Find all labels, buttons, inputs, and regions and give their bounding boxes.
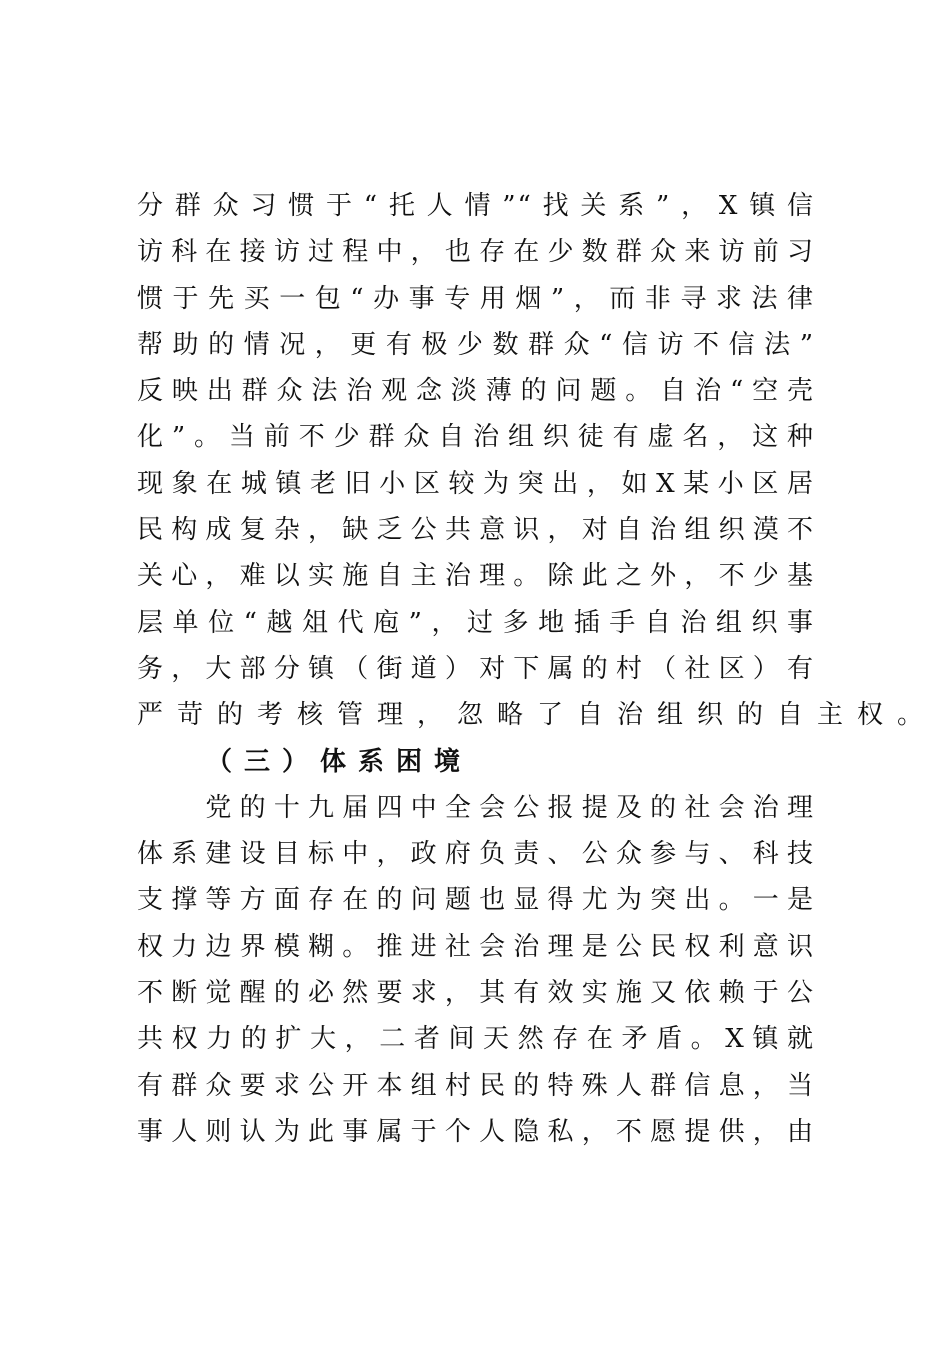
paragraph-line: 体系建设目标中，政府负责、公众参与、科技 (137, 839, 815, 870)
paragraph-line: 支撑等方面存在的问题也显得尤为突出。一是 (137, 885, 815, 916)
body-text (137, 183, 938, 1155)
paragraph-line: 现象在城镇老旧小区较为突出，如X某小区居 (137, 468, 815, 499)
paragraph-line: 分群众习惯于“托人情”“找关系”，X镇信 (137, 191, 815, 221)
paragraph-line: 务，大部分镇（街道）对下属的村（社区）有 (137, 653, 815, 684)
section-heading: （三）体系困境 (206, 746, 473, 777)
paragraph-line: 层单位“越俎代庖”，过多地插手自治组织事 (137, 607, 815, 638)
paragraph-line: 帮助的情况，更有极少数群众“信访不信法” (137, 329, 815, 360)
paragraph-line: 党的十九届四中全会公报提及的社会治理 (137, 792, 815, 823)
paragraph-line: 有群众要求公开本组村民的特殊人群信息，当 (137, 1070, 815, 1101)
paragraph-line: 不断觉醒的必然要求，其有效实施又依赖于公 (137, 978, 815, 1009)
paragraph-line: 访科在接访过程中，也存在少数群众来访前习 (137, 237, 815, 268)
paragraph-line: 权力边界模糊。推进社会治理是公民权利意识 (137, 931, 815, 962)
paragraph-line: 惯于先买一包“办事专用烟”，而非寻求法律 (137, 283, 815, 314)
paragraph-line: 共权力的扩大，二者间天然存在矛盾。X镇就 (137, 1024, 815, 1055)
paragraph-line: 民构成复杂，缺乏公共意识，对自治组织漠不 (137, 515, 815, 546)
paragraph-line: 反映出群众法治观念淡薄的问题。自治“空壳 (137, 376, 815, 407)
paragraph-line: 化”。当前不少群众自治组织徒有虚名，这种 (137, 422, 815, 453)
paragraph-line: 关心，难以实施自主治理。除此之外，不少基 (137, 561, 815, 592)
paragraph-line: 事人则认为此事属于个人隐私，不愿提供，由 (137, 1116, 815, 1147)
paragraph-line: 严苛的考核管理，忽略了自治组织的自主权。 (137, 700, 938, 731)
